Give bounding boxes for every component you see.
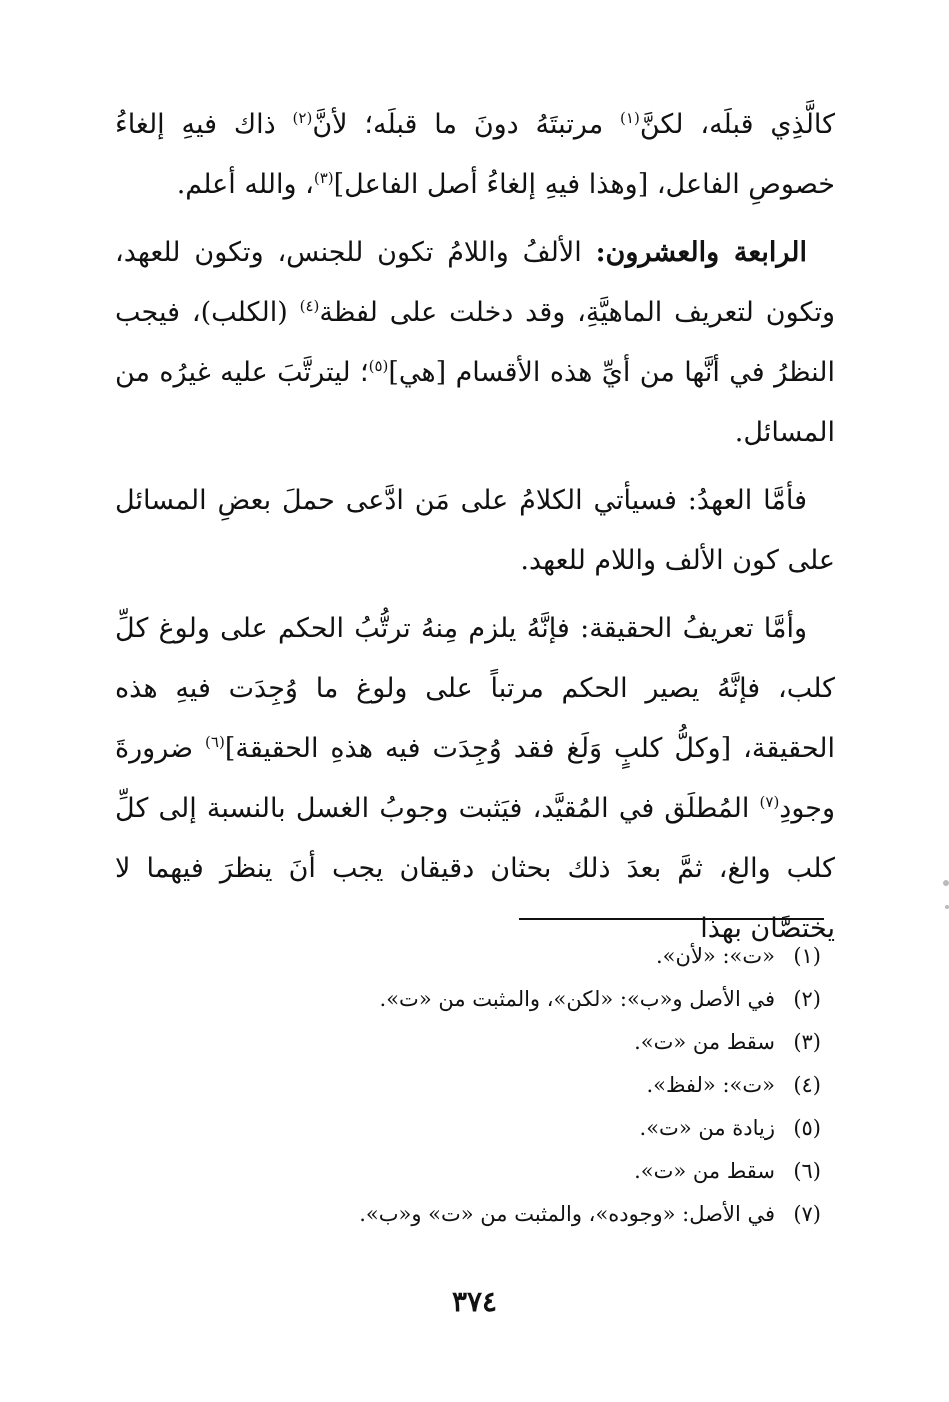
footnotes-list bbox=[261, 935, 821, 1236]
footnote-text: «ت»: «لفظ». bbox=[646, 1073, 775, 1097]
footnote-text: في الأصل و«ب»: «لكن»، والمثبت من «ت». bbox=[379, 987, 775, 1011]
text-run: وأمَّا تعريفُ الحقيقة: فإنَّهُ يلزم مِنهُ ترتُّبُ الحكم على ولوغ كلِّ كلب، فإنَّهُ يصير الحكم مرتباً على ولوغ ما وُجِدَت فيهِ هذه الحقيقة، [وكلُّ كلبٍ وَلَغ فقد وُجِدَت فيه هذهِ الحقيقة] bbox=[115, 613, 835, 764]
text-run: المُطلَق في المُقيَّد، فيَثبت وجوبُ الغسل بالنسبة إلى كلِّ كلب والغ، ثمَّ بعدَ ذلك بحثان دقيقان يجب أنَ ينظرَ فيهما لا يختصَّان بهذا bbox=[115, 793, 835, 944]
footnote-marker: (١) bbox=[620, 109, 640, 127]
text-run: (الكلب)، فيجب النظرُ في أنَّها من أيِّ هذه الأقسام [هي] bbox=[115, 297, 836, 388]
footnote-marker: (٧) bbox=[759, 793, 780, 811]
paragraph bbox=[115, 471, 835, 591]
text-run: كالَّذِي قبلَه، لكنَّ bbox=[639, 109, 836, 140]
footnote-number: (١) bbox=[793, 944, 821, 968]
footnote-text: زيادة من «ت». bbox=[639, 1116, 775, 1140]
main-text bbox=[115, 95, 835, 959]
footnote-item bbox=[261, 978, 821, 1021]
text-run: ذاك فيهِ إلغاءُ خصوصِ الفاعل، [وهذا فيهِ إلغاءُ أصل الفاعل] bbox=[115, 109, 835, 200]
footnote-text: سقط من «ت». bbox=[634, 1159, 775, 1183]
footnote-marker: (٦) bbox=[205, 733, 225, 751]
footnote-number: (٤) bbox=[793, 1073, 821, 1097]
footnote-separator bbox=[519, 918, 824, 920]
footnote-number: (٦) bbox=[793, 1159, 821, 1183]
footnote-item bbox=[261, 1150, 821, 1193]
text-run: ؛ ليترتَّبَ عليه غيرُه من المسائل. bbox=[115, 357, 835, 448]
page-number: ٣٧٤ bbox=[451, 1285, 498, 1318]
page-content bbox=[115, 95, 835, 967]
footnote-marker: (٣) bbox=[313, 169, 334, 187]
scan-speck bbox=[945, 905, 949, 909]
footnote-text: في الأصل: «وجوده»، والمثبت من «ت» و«ب». bbox=[359, 1202, 775, 1226]
footnote-number: (٢) bbox=[793, 987, 821, 1011]
text-run: ضرورةَ وجودِ bbox=[115, 733, 835, 824]
footnote-marker: (٤) bbox=[299, 297, 320, 315]
footnote-item bbox=[261, 1107, 821, 1150]
text-run: ، والله أعلم. bbox=[176, 169, 314, 200]
paragraph bbox=[115, 223, 835, 463]
footnote-marker: (٥) bbox=[368, 357, 389, 375]
footnote-marker: (٢) bbox=[292, 109, 313, 127]
footnote-item bbox=[261, 1064, 821, 1107]
text-run: مرتبتَهُ دونَ ما قبلَه؛ لأنَّ bbox=[312, 109, 621, 140]
text-run: الألفُ واللامُ تكون للجنس، وتكون للعهد، وتكون لتعريف الماهيَّةِ، وقد دخلت على لفظة bbox=[115, 237, 836, 328]
footnote-text: سقط من «ت». bbox=[634, 1030, 775, 1054]
text-run: فأمَّا العهدُ: فسيأتي الكلامُ على مَن ادَّعى حملَ بعضِ المسائل على كون الألف واللام للعهد. bbox=[115, 485, 835, 576]
footnote-item bbox=[261, 1021, 821, 1064]
paragraph bbox=[115, 95, 835, 215]
section-heading-term: الرابعة والعشرون: bbox=[595, 237, 807, 268]
footnote-item bbox=[261, 935, 821, 978]
footnote-item bbox=[261, 1193, 821, 1236]
scan-speck bbox=[943, 880, 949, 886]
footnote-number: (٥) bbox=[793, 1116, 821, 1140]
footnote-text: «ت»: «لأن». bbox=[656, 944, 775, 968]
paragraph bbox=[115, 599, 835, 959]
footnote-number: (٣) bbox=[793, 1030, 821, 1054]
footnote-number: (٧) bbox=[793, 1202, 821, 1226]
